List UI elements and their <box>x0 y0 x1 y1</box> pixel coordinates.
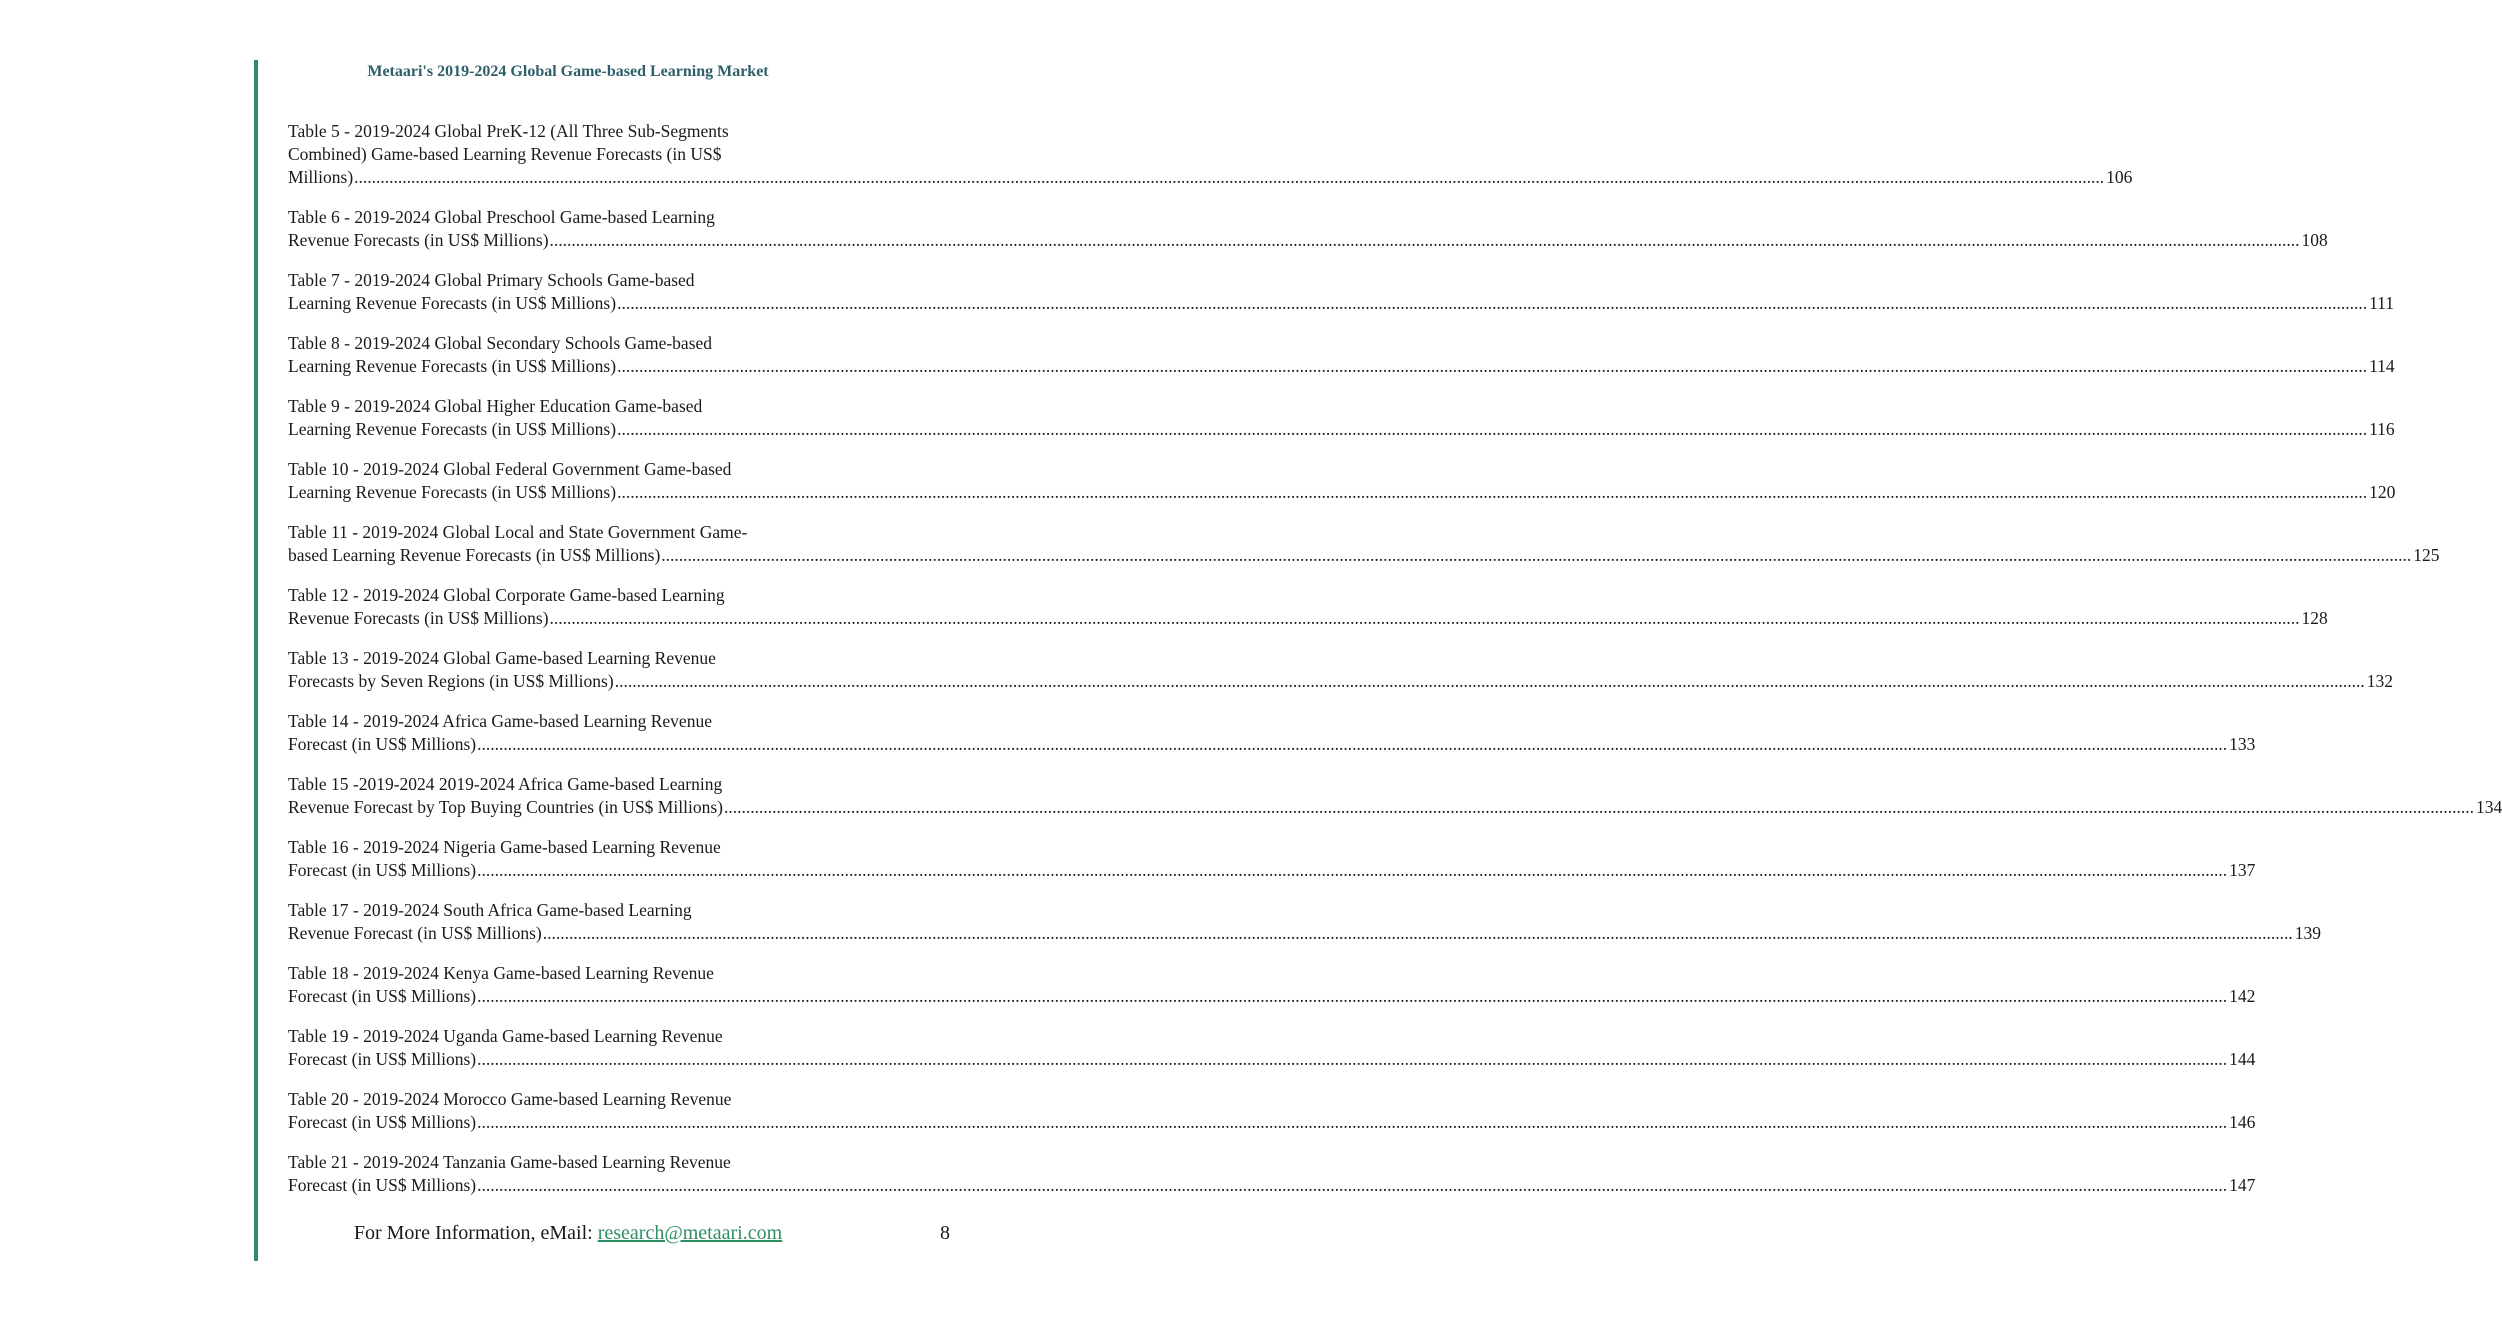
toc-entry-last-line <box>288 859 2256 882</box>
toc-entry-title-end: Forecast (in US$ Millions) <box>288 1112 477 1132</box>
toc-entry-last-line <box>288 292 2395 315</box>
toc-dot-leader: ................................................................................................................................................................................................................................................................................................................................................................................................................ <box>661 545 2412 565</box>
toc-entry-page-number: 116 <box>2369 419 2395 439</box>
toc-dot-leader: ................................................................................................................................................................................................................................................................................................................................................................................................................ <box>477 1049 2228 1069</box>
toc-entry-last-line <box>288 355 2395 378</box>
footer-text: For More Information, eMail: <box>353 1222 598 1244</box>
toc-entry-title-line: Combined) Game-based Learning Revenue Forecasts (in US$ <box>288 144 722 164</box>
toc-entry-title-end: Forecast (in US$ Millions) <box>288 860 477 880</box>
toc-entry-title-line: Table 19 - 2019-2024 Uganda Game-based Learning Revenue <box>288 1026 723 1046</box>
toc-entry-title-line: Table 18 - 2019-2024 Kenya Game-based Learning Revenue <box>288 963 714 983</box>
toc-entry[interactable] <box>288 120 2133 189</box>
toc-entry-last-line <box>288 607 2328 630</box>
toc-entry-title-line: Table 8 - 2019-2024 Global Secondary Schools Game-based <box>288 333 713 353</box>
toc-entry-title-line: Table 9 - 2019-2024 Global Higher Education Game-based <box>288 396 703 416</box>
toc-entry-page-number: 147 <box>2229 1175 2256 1195</box>
toc-entry-title-end: Learning Revenue Forecasts (in US$ Millions) <box>288 293 617 313</box>
toc-dot-leader: ................................................................................................................................................................................................................................................................................................................................................................................................................ <box>617 482 2368 502</box>
toc-entry-page-number: 106 <box>2106 167 2133 187</box>
toc-dot-leader: ................................................................................................................................................................................................................................................................................................................................................................................................................ <box>477 1175 2228 1195</box>
toc-entry-title-end: Forecast (in US$ Millions) <box>288 1175 477 1195</box>
toc-entry-page-number: 144 <box>2229 1049 2256 1069</box>
toc-dot-leader: ................................................................................................................................................................................................................................................................................................................................................................................................................ <box>549 608 2300 628</box>
toc-entry-page-number: 125 <box>2413 545 2440 565</box>
toc-entry-title-line: Table 21 - 2019-2024 Tanzania Game-based Learning Revenue <box>288 1152 731 1172</box>
toc-entry-title-line: Table 13 - 2019-2024 Global Game-based Learning Revenue <box>288 648 716 668</box>
toc-entry-title-end: Revenue Forecast by Top Buying Countries (in US$ Millions) <box>288 797 723 817</box>
toc-entry[interactable] <box>288 206 2328 252</box>
toc-entry-title-end: Forecast (in US$ Millions) <box>288 1049 477 1069</box>
toc-entry[interactable] <box>288 458 2396 504</box>
toc-entry-title-end: Revenue Forecasts (in US$ Millions) <box>288 230 549 250</box>
toc-entry-last-line <box>288 418 2395 441</box>
toc-entry-title-line: Table 17 - 2019-2024 South Africa Game-based Learning <box>288 900 692 920</box>
toc-entry[interactable] <box>288 584 2328 630</box>
left-accent-rule <box>254 60 258 1261</box>
toc-entry-last-line <box>288 1048 2256 1071</box>
toc-entry-page-number: 120 <box>2369 482 2396 502</box>
toc-entry[interactable] <box>288 962 2256 1008</box>
toc-entry-last-line <box>288 1111 2256 1134</box>
toc-dot-leader: ................................................................................................................................................................................................................................................................................................................................................................................................................ <box>477 986 2228 1006</box>
toc-entry-title-line: Table 15 -2019-2024 2019-2024 Africa Game-based Learning <box>288 774 723 794</box>
toc-entry-title-line: Table 14 - 2019-2024 Africa Game-based Learning Revenue <box>288 711 712 731</box>
toc-dot-leader: ................................................................................................................................................................................................................................................................................................................................................................................................................ <box>549 230 2300 250</box>
toc-entry-title-end: Learning Revenue Forecasts (in US$ Millions) <box>288 356 617 376</box>
page-header-title: Metaari's 2019-2024 Global Game-based Learning Market <box>367 63 769 80</box>
footer-email-link[interactable]: research@metaari.com <box>597 1222 783 1244</box>
toc-entry-last-line <box>288 796 2502 819</box>
toc-entry-page-number: 128 <box>2301 608 2328 628</box>
toc-dot-leader: ................................................................................................................................................................................................................................................................................................................................................................................................................ <box>723 797 2474 817</box>
toc-entry-last-line <box>288 733 2256 756</box>
toc-entry[interactable] <box>288 647 2393 693</box>
footer <box>258 1220 878 1246</box>
toc-entry-title-line: Table 16 - 2019-2024 Nigeria Game-based Learning Revenue <box>288 837 721 857</box>
toc-entry-title-end: based Learning Revenue Forecasts (in US$ Millions) <box>288 545 661 565</box>
toc-entry-last-line <box>288 544 2440 567</box>
toc-entry-page-number: 134 <box>2475 797 2502 817</box>
toc-dot-leader: ................................................................................................................................................................................................................................................................................................................................................................................................................ <box>477 1112 2228 1132</box>
toc-entry-last-line <box>288 985 2256 1008</box>
toc-entry-last-line <box>288 1174 2256 1197</box>
toc-entry-title-line: Table 6 - 2019-2024 Global Preschool Game-based Learning <box>288 207 715 227</box>
toc-entry-title-line: Table 11 - 2019-2024 Global Local and State Government Game- <box>288 522 748 542</box>
toc-entry-title-end: Learning Revenue Forecasts (in US$ Millions) <box>288 419 617 439</box>
toc-entry-page-number: 146 <box>2229 1112 2256 1132</box>
toc-entry-last-line <box>288 229 2328 252</box>
toc-entry[interactable] <box>288 1088 2256 1134</box>
toc-entry-title-end: Forecast (in US$ Millions) <box>288 734 477 754</box>
table-of-contents-list <box>288 120 2502 1197</box>
toc-entry[interactable] <box>288 332 2395 378</box>
toc-entry-title-line: Table 20 - 2019-2024 Morocco Game-based Learning Revenue <box>288 1089 732 1109</box>
toc-entry-page-number: 139 <box>2294 923 2321 943</box>
toc-dot-leader: ................................................................................................................................................................................................................................................................................................................................................................................................................ <box>617 356 2368 376</box>
toc-entry[interactable] <box>288 836 2256 882</box>
toc-entry-title-end: Revenue Forecast (in US$ Millions) <box>288 923 542 943</box>
toc-entry-page-number: 133 <box>2229 734 2256 754</box>
page-number: 8 <box>940 1222 950 1244</box>
toc-entry[interactable] <box>288 1025 2256 1071</box>
toc-entry-last-line <box>288 481 2396 504</box>
toc-entry-last-line <box>288 922 2321 945</box>
toc-entry[interactable] <box>288 269 2395 315</box>
toc-entry-last-line <box>288 670 2393 693</box>
toc-entry-title-end: Forecasts by Seven Regions (in US$ Millions) <box>288 671 614 691</box>
toc-entry-title-end: Revenue Forecasts (in US$ Millions) <box>288 608 549 628</box>
toc-entry[interactable] <box>288 773 2502 819</box>
toc-entry-title-line: Table 10 - 2019-2024 Global Federal Government Game-based <box>288 459 732 479</box>
toc-dot-leader: ................................................................................................................................................................................................................................................................................................................................................................................................................ <box>542 923 2293 943</box>
toc-entry-title-line: Table 7 - 2019-2024 Global Primary Schools Game-based <box>288 270 695 290</box>
toc-entry-page-number: 111 <box>2369 293 2395 313</box>
toc-entry-page-number: 142 <box>2229 986 2256 1006</box>
toc-entry-title-end: Forecast (in US$ Millions) <box>288 986 477 1006</box>
toc-entry-title-line: Table 12 - 2019-2024 Global Corporate Game-based Learning <box>288 585 725 605</box>
toc-entry[interactable] <box>288 1151 2256 1197</box>
toc-entry-page-number: 137 <box>2229 860 2256 880</box>
toc-entry-title-end: Millions) <box>288 167 354 187</box>
toc-entry[interactable] <box>288 899 2321 945</box>
toc-dot-leader: ................................................................................................................................................................................................................................................................................................................................................................................................................ <box>477 734 2228 754</box>
toc-dot-leader: ................................................................................................................................................................................................................................................................................................................................................................................................................ <box>477 860 2228 880</box>
toc-entry-title-end: Learning Revenue Forecasts (in US$ Millions) <box>288 482 617 502</box>
toc-dot-leader: ................................................................................................................................................................................................................................................................................................................................................................................................................ <box>617 293 2368 313</box>
toc-entry-page-number: 114 <box>2369 356 2395 376</box>
toc-dot-leader: ................................................................................................................................................................................................................................................................................................................................................................................................................ <box>354 167 2105 187</box>
toc-dot-leader: ................................................................................................................................................................................................................................................................................................................................................................................................................ <box>614 671 2365 691</box>
toc-entry-last-line <box>288 166 2133 189</box>
toc-entry-page-number: 108 <box>2301 230 2328 250</box>
toc-entry-page-number: 132 <box>2366 671 2393 691</box>
toc-entry[interactable] <box>288 521 2440 567</box>
toc-entry[interactable] <box>288 395 2395 441</box>
toc-entry[interactable] <box>288 710 2256 756</box>
toc-entry-title-line: Table 5 - 2019-2024 Global PreK-12 (All Three Sub-Segments <box>288 121 729 141</box>
toc-dot-leader: ................................................................................................................................................................................................................................................................................................................................................................................................................ <box>617 419 2368 439</box>
